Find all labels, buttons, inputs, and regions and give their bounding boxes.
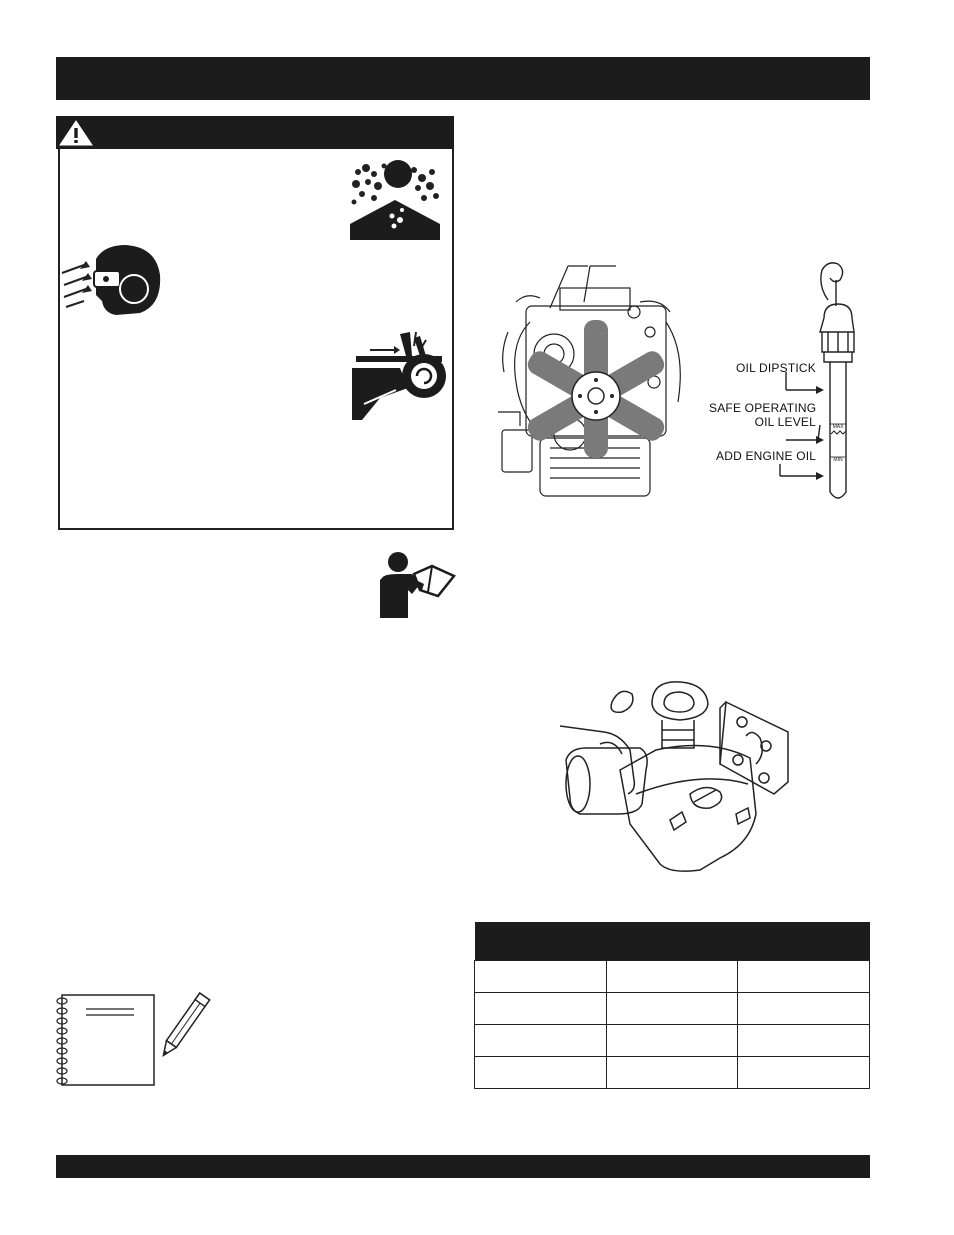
dipstick-illustration: [700, 260, 870, 506]
table-row: [475, 961, 870, 993]
table-cell: [606, 1057, 738, 1089]
table-cell: [738, 1057, 870, 1089]
table-cell: [738, 993, 870, 1025]
footer-bar: [56, 1155, 870, 1178]
oil-fill-illustration: [560, 674, 796, 876]
table-cell: [475, 993, 607, 1025]
warning-header: [56, 116, 454, 149]
oil-capacity-table: [474, 922, 870, 1089]
engine-illustration: [490, 262, 690, 502]
table-header-row: [475, 922, 870, 961]
table-cell: [475, 1057, 607, 1089]
label-safe-operating: SAFE OPERATING: [709, 401, 817, 415]
table-row: [475, 1025, 870, 1057]
label-oil-dipstick: OIL DIPSTICK: [736, 361, 816, 375]
notebook-icon: [52, 993, 156, 1087]
dipstick-min-mark: MIN: [833, 457, 843, 463]
pencil-icon: [156, 988, 212, 1064]
read-manual-icon: [378, 550, 456, 618]
table-row: [475, 1057, 870, 1089]
table-cell: [738, 961, 870, 993]
table-header: [475, 922, 870, 961]
table-cell: [475, 1025, 607, 1057]
rotating-belt-hazard-icon: [350, 328, 446, 422]
table-cell: [606, 961, 738, 993]
table-cell: [606, 993, 738, 1025]
table-cell: [606, 1025, 738, 1057]
table-cell: [475, 961, 607, 993]
label-add-engine-oil: ADD ENGINE OIL: [716, 449, 817, 463]
eye-ear-protection-icon: [56, 245, 162, 315]
dipstick-max-mark: MAX: [832, 424, 844, 430]
fumes-hazard-icon: [348, 158, 442, 240]
header-bar: [56, 57, 870, 100]
warning-triangle-icon: [58, 119, 94, 147]
table-row: [475, 993, 870, 1025]
table-cell: [738, 1025, 870, 1057]
label-oil-level: OIL LEVEL: [754, 415, 816, 429]
